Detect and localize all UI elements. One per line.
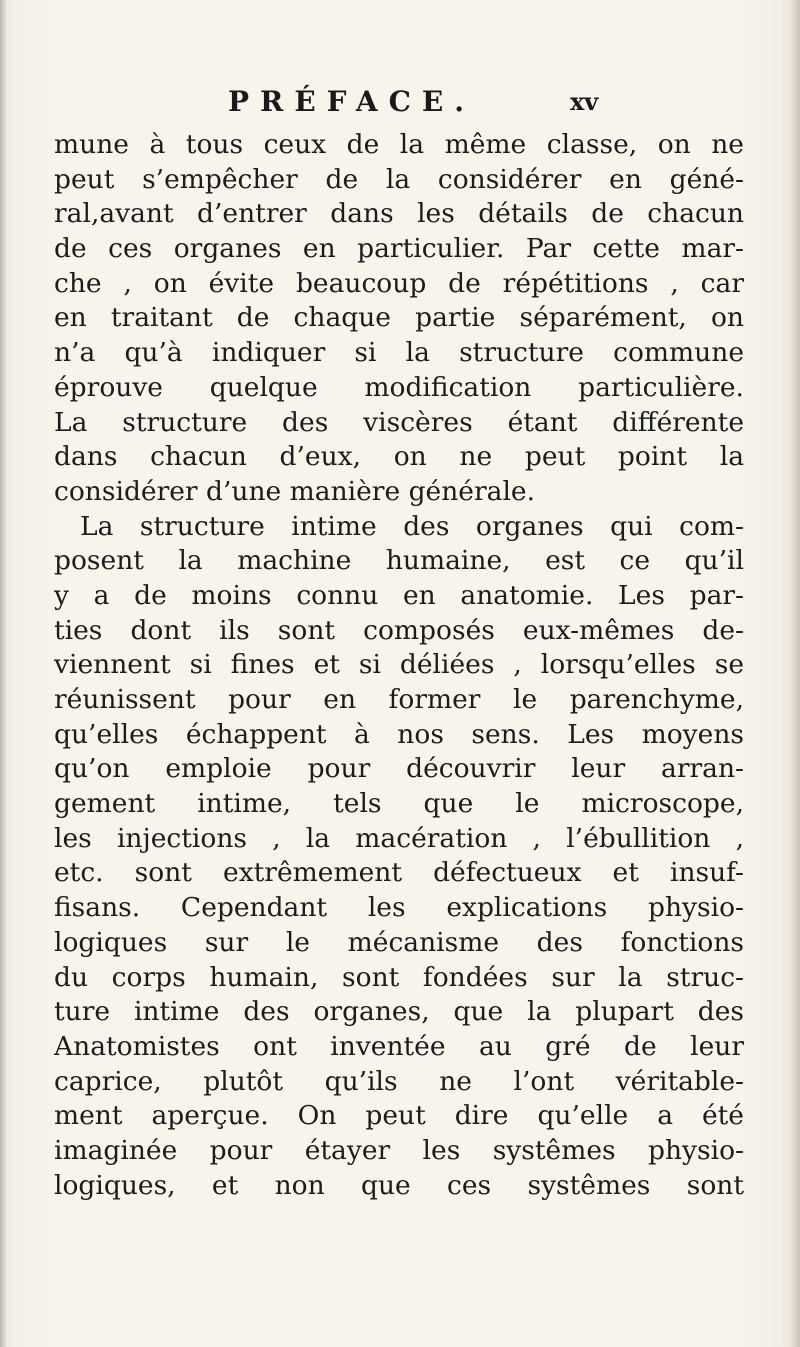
page-number: xv bbox=[570, 87, 599, 116]
text-line: du corps humain, sont fondées sur la struc- bbox=[54, 961, 744, 993]
text-line: La structure intime des organes qui com- bbox=[80, 510, 744, 542]
text-line: qu’on emploie pour découvrir leur arran- bbox=[54, 753, 744, 785]
text-line: logiques sur le mécanisme des fonctions bbox=[54, 926, 744, 958]
text-line: fisans. Cependant les explications physio- bbox=[54, 892, 744, 924]
text-line: ties dont ils sont composés eux-mêmes de- bbox=[54, 614, 744, 646]
text-line: posent la machine humaine, est ce qu’il bbox=[54, 545, 744, 577]
text-line: les injections , la macération , l’ébullition , bbox=[54, 822, 744, 854]
text-line: dans chacun d’eux, on ne peut point la bbox=[54, 441, 744, 473]
running-title: PRÉFACE. bbox=[228, 85, 476, 118]
page-gutter-left bbox=[0, 0, 6, 1347]
text-line: che , on évite beaucoup de répétitions , car bbox=[54, 267, 744, 299]
text-line: y a de moins connu en anatomie. Les par- bbox=[54, 579, 744, 611]
text-line: logiques, et non que ces systêmes sont bbox=[54, 1169, 744, 1201]
text-line: réunissent pour en former le parenchyme, bbox=[54, 684, 744, 715]
text-line: de ces organes en particulier. Par cette mar- bbox=[54, 233, 744, 265]
text-line: Anatomistes ont inventée au gré de leur bbox=[54, 1030, 744, 1062]
text-line: viennent si fines et si déliées , lorsqu’elles se bbox=[54, 649, 744, 681]
text-line: n’a qu’à indiquer si la structure commune bbox=[54, 337, 744, 369]
text-line: gement intime, tels que le microscope, bbox=[54, 788, 744, 820]
body-text bbox=[54, 128, 744, 1203]
text-line: ture intime des organes, que la plupart des bbox=[54, 996, 744, 1028]
text-line: peut s’empêcher de la considérer en géné- bbox=[54, 163, 744, 195]
text-line: ment aperçue. On peut dire qu’elle a été bbox=[54, 1100, 744, 1132]
text-line: considérer d’une manière générale. bbox=[54, 475, 536, 507]
page-edge-right bbox=[790, 0, 800, 1347]
text-line: éprouve quelque modification particulière. bbox=[54, 371, 744, 403]
text-line: en traitant de chaque partie séparément, on bbox=[54, 302, 744, 334]
text-line: qu’elles échappent à nos sens. Les moyens bbox=[54, 718, 744, 750]
text-line: imaginée pour étayer les systêmes physio- bbox=[54, 1134, 744, 1166]
text-line: etc. sont extrêmement défectueux et insuf- bbox=[54, 857, 744, 889]
running-header bbox=[0, 84, 800, 120]
text-line: ral,avant d’entrer dans les détails de chacun bbox=[54, 198, 744, 230]
text-line: La structure des viscères étant différente bbox=[54, 406, 744, 438]
text-line: mune à tous ceux de la même classe, on ne bbox=[54, 129, 744, 160]
text-line: caprice, plutôt qu’ils ne l’ont véritable- bbox=[54, 1065, 744, 1097]
